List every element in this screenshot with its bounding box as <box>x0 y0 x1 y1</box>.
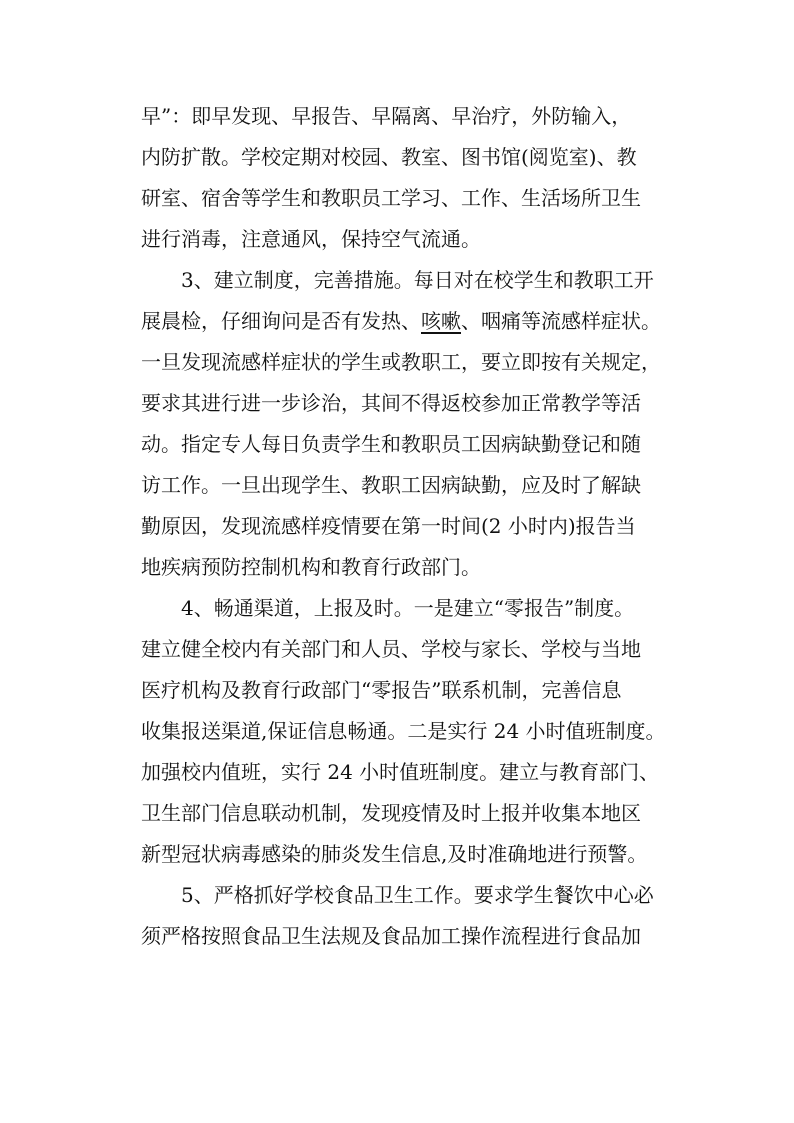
text-line: 收集报送渠道,保证信息畅通。二是实行 24 小时值班制度。 <box>141 719 666 743</box>
text-line: 3、建立制度，完善措施。每日对在校学生和教职工开 <box>141 268 654 292</box>
text-line: 地疾病预防控制机构和教育行政部门。 <box>141 555 481 579</box>
text-line <box>141 301 661 342</box>
text-line: 加强校内值班，实行 24 小时值班制度。建立与教育部门、 <box>141 760 660 784</box>
text-line: 一旦发现流感样症状的学生或教职工，要立即按有关规定， <box>141 350 661 374</box>
text-line: 内防扩散。学校定期对校园、教室、图书馆(阅览室)、教 <box>141 145 637 169</box>
body-text <box>141 96 666 957</box>
text-line: 医疗机构及教育行政部门“零报告”联系机制，完善信息 <box>141 678 622 702</box>
text-line: 5、严格抓好学校食品卫生工作。要求学生餐饮中心必 <box>141 883 654 907</box>
text-line: 研室、宿舍等学生和教职员工学习、工作、生活场所卫生 <box>141 186 641 210</box>
text-line: 访工作。一旦出现学生、教职工因病缺勤，应及时了解缺 <box>141 473 641 497</box>
text-line: 进行消毒，注意通风，保持空气流通。 <box>141 227 481 251</box>
underlined-word: 咳嗽 <box>421 309 461 333</box>
text-line: 动。指定专人每日负责学生和教职员工因病缺勤登记和随 <box>141 432 641 456</box>
text-line: 4、畅通渠道，上报及时。一是建立“零报告”制度。 <box>141 596 635 620</box>
text-line: 卫生部门信息联动机制，发现疫情及时上报并收集本地区 <box>141 801 641 825</box>
text-line: 新型冠状病毒感染的肺炎发生信息,及时准确地进行预警。 <box>141 842 648 866</box>
text-line: 建立健全校内有关部门和人员、学校与家长、学校与当地 <box>141 637 641 661</box>
text-line: 须严格按照食品卫生法规及食品加工操作流程进行食品加 <box>141 924 641 948</box>
text-segment: 、咽痛等流感样症状。 <box>461 309 661 333</box>
text-segment: 展晨检，仔细询问是否有发热、 <box>141 309 421 333</box>
text-line: 要求其进行进一步诊治，其间不得返校参加正常教学等活 <box>141 391 641 415</box>
text-line: 早”：即早发现、早报告、早隔离、早治疗，外防输入， <box>141 104 632 128</box>
text-line: 勤原因，发现流感样疫情要在第一时间(2 小时内)报告当 <box>141 514 636 538</box>
